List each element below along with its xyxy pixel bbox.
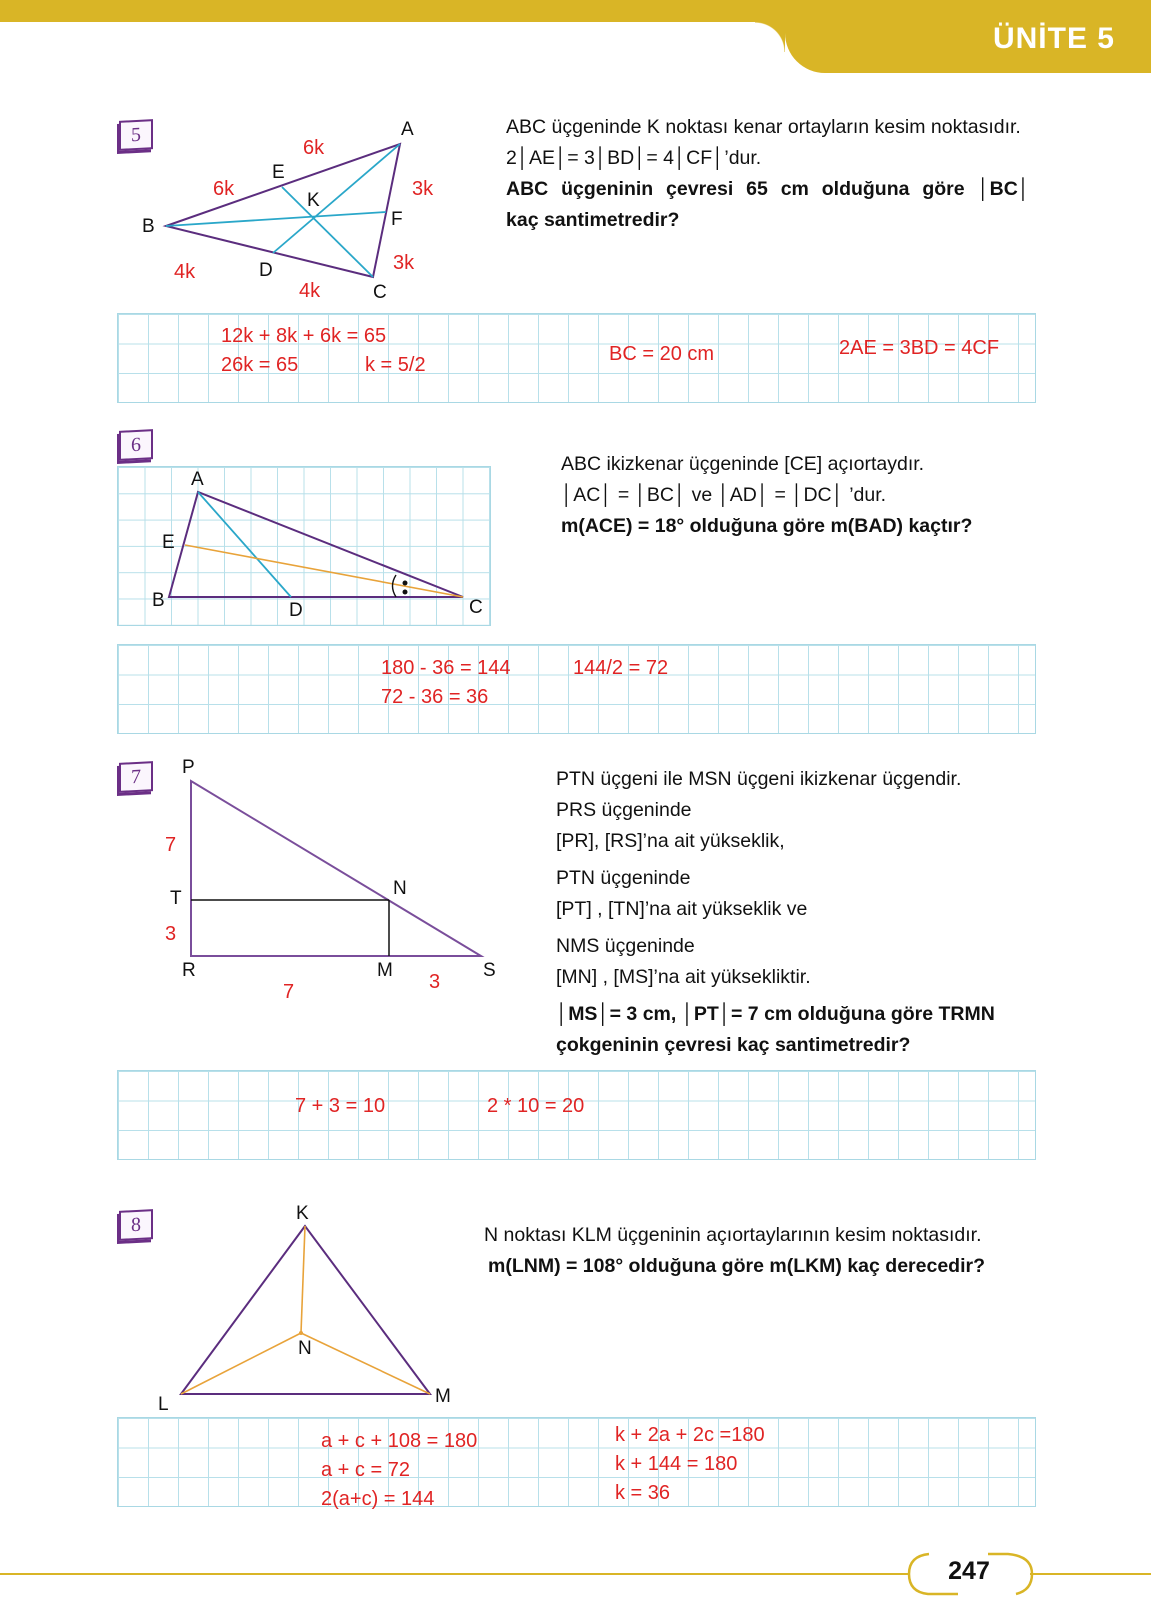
q7-annotation: 3 [429,971,441,993]
q5-question-line: kaç santimetredir? [506,209,680,231]
q8-work-line: a + c = 72 [321,1459,410,1481]
q5-annotation: 3k [393,252,415,274]
q5-question-line: ABC üçgeninin çevresi 65 cm olduğuna göre │BC│ [506,178,1030,200]
q5-annotation: 6k [213,178,235,200]
q7-label-P: P [182,757,195,778]
q8-question-line: m(LNM) = 108° olduğuna göre m(LKM) kaç derecedir? [488,1255,986,1277]
q8-text-line: N noktası KLM üçgeninin açıortaylarının kesim noktasıdır. [484,1224,982,1246]
q5-label-A: A [401,119,414,140]
q7-text-line: PTN üçgeninde [556,867,691,889]
q7-label-T: T [170,888,182,909]
q7-text-line: PRS üçgeninde [556,799,692,821]
q6-label-E: E [162,532,175,553]
q8-label-L: L [158,1394,169,1415]
q8-work-line: 2(a+c) = 144 [321,1488,435,1510]
q7-question-line: çokgeninin çevresi kaç santimetredir? [556,1034,911,1056]
q6-question-line: m(ACE) = 18° olduğuna göre m(BAD) kaçtır? [561,515,973,537]
q6-text-line: │AC│ = │BC│ ve │AD│ = │DC│ ’dur. [561,484,887,506]
q5-label-K: K [307,190,320,211]
q7-label-N: N [393,878,407,899]
q7-annotation: 3 [165,923,177,945]
question-number-8: 8 [119,1209,153,1241]
q5-annotation: 6k [303,137,325,159]
q7-annotation: 7 [165,834,177,856]
q5-work-line: 2AE = 3BD = 4CF [839,337,1000,359]
q6-label-A: A [191,469,204,490]
q5-label-E: E [272,162,285,183]
q5-label-B: B [142,216,155,237]
q7-label-M: M [377,960,393,981]
q5-text-line: 2│AE│= 3│BD│= 4│CF│’dur. [506,147,762,169]
q5-work-line: 12k + 8k + 6k = 65 [221,325,387,347]
q8-work-line: k + 2a + 2c =180 [615,1424,765,1446]
question-number-6: 6 [119,429,153,461]
q5-annotation: 3k [412,178,434,200]
q6-work-line: 144/2 = 72 [573,657,669,679]
page-number: 247 [948,1557,990,1585]
q5-label-F: F [391,209,403,230]
q6-text-line: ABC ikizkenar üçgeninde [CE] açıortaydır. [561,453,925,475]
q7-question-line: │MS│= 3 cm, │PT│= 7 cm olduğuna göre TRMN [556,1003,995,1025]
q8-work-line: k + 144 = 180 [615,1453,738,1475]
q6-label-D: D [289,600,303,621]
q5-work-line: k = 5/2 [365,354,426,376]
q7-text-line: [PR], [RS]’na ait yükseklik, [556,830,785,852]
q8-label-M: M [435,1386,451,1407]
q7-work-line: 7 + 3 = 10 [295,1095,386,1117]
q5-label-D: D [259,260,273,281]
q8-work-line: a + c + 108 = 180 [321,1430,478,1452]
q7-label-R: R [182,960,196,981]
q7-text-line: [PT] , [TN]’na ait yükseklik ve [556,898,808,920]
unit-title: ÜNİTE 5 [992,22,1115,55]
q6-label-B: B [152,590,165,611]
q7-work-line: 2 * 10 = 20 [487,1095,585,1117]
q5-annotation: 4k [299,280,321,302]
q8-label-N: N [298,1338,312,1359]
q5-answer: BC = 20 cm [609,343,715,365]
q6-work-line: 72 - 36 = 36 [381,686,489,708]
question-number-5: 5 [119,119,153,151]
q8-work-line: k = 36 [615,1482,671,1504]
q5-annotation: 4k [174,261,196,283]
q7-label-S: S [483,960,496,981]
q6-work-line: 180 - 36 = 144 [381,657,511,679]
question-number-7: 7 [119,761,153,793]
q5-label-C: C [373,282,387,303]
q7-text-line: NMS üçgeninde [556,935,695,957]
q8-label-K: K [296,1203,309,1224]
q5-text-line: ABC üçgeninde K noktası kenar ortayların kesim noktasıdır. [506,116,1021,138]
q6-label-C: C [469,597,483,618]
q7-text-line: [MN] , [MS]’na ait yüksekliktir. [556,966,811,988]
q5-work-line: 26k = 65 [221,354,299,376]
q7-annotation: 7 [283,981,295,1003]
q7-text-line: PTN üçgeni ile MSN üçgeni ikizkenar üçgendir. [556,768,962,790]
